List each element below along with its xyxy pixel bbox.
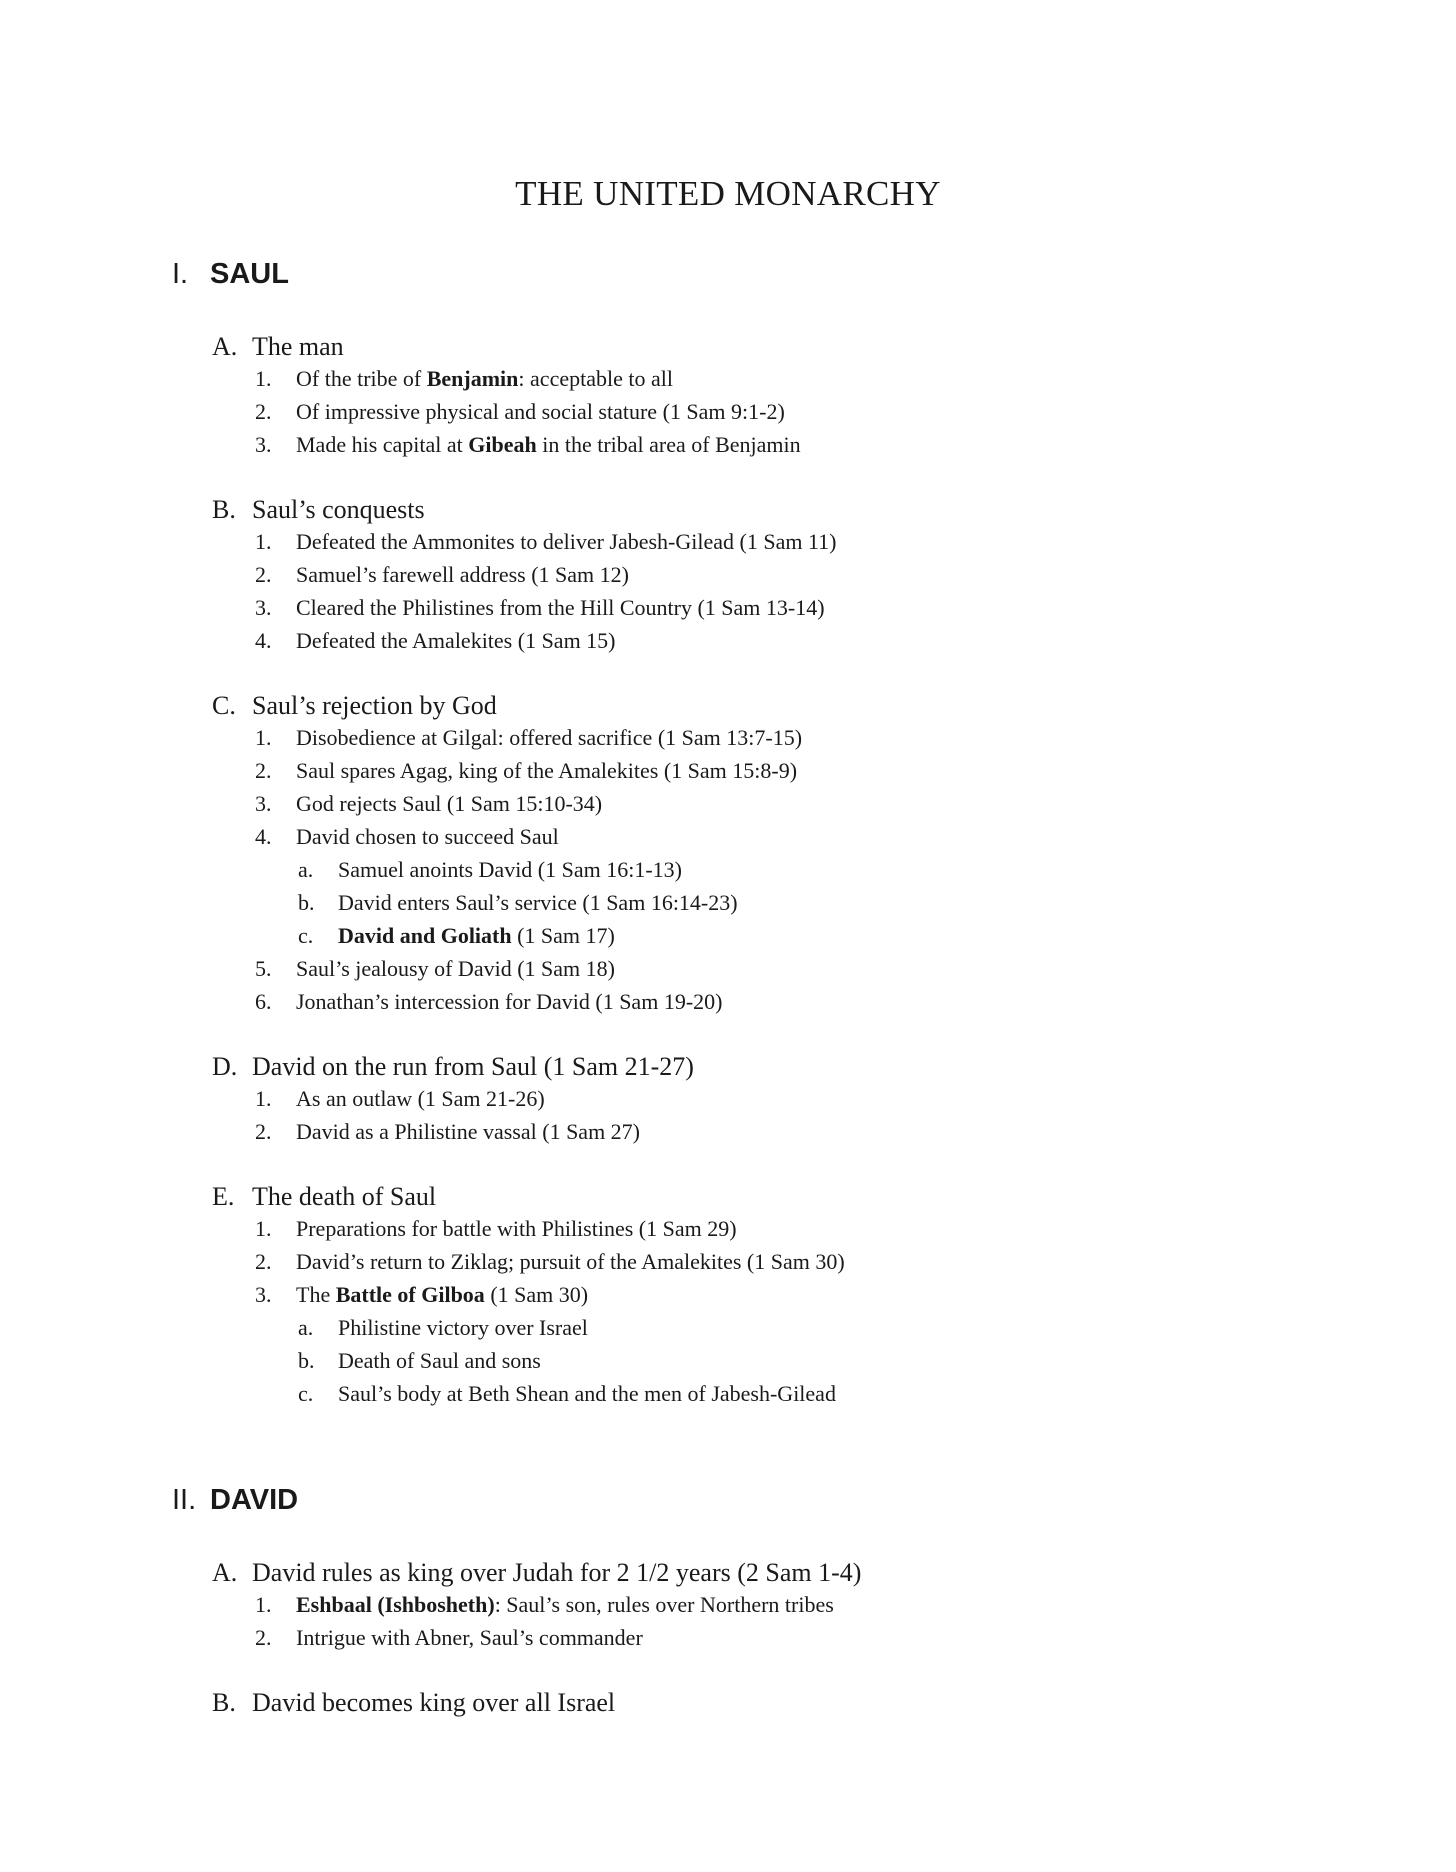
list-item: 3. The Battle of Gilboa (1 Sam 30) xyxy=(255,1282,589,1307)
subsection-heading: C. Saul’s rejection by God xyxy=(212,691,497,720)
list-item: 3. God rejects Saul (1 Sam 15:10-34) xyxy=(255,791,603,816)
subsection-heading: B. Saul’s conquests xyxy=(212,495,425,524)
list-item: 1. Eshbaal (Ishbosheth): Saul’s son, rules over Northern tribes xyxy=(255,1592,834,1617)
list-item: 2. Samuel’s farewell address (1 Sam 12) xyxy=(255,562,629,587)
subsection-heading: A. The man xyxy=(212,332,344,361)
section-heading-david xyxy=(0,1484,1456,1524)
sub-list-item: a. Samuel anoints David (1 Sam 16:1-13) xyxy=(298,857,683,882)
page-title: THE UNITED MONARCHY xyxy=(515,174,941,213)
list-item: 3. Cleared the Philistines from the Hill Country (1 Sam 13-14) xyxy=(255,595,825,620)
list-item: 2. Intrigue with Abner, Saul’s commander xyxy=(255,1625,643,1650)
list-item: 1. Defeated the Ammonites to deliver Jabesh-Gilead (1 Sam 11) xyxy=(255,529,837,554)
list-item: 3. Made his capital at Gibeah in the tribal area of Benjamin xyxy=(255,432,801,457)
list-item: 2. David as a Philistine vassal (1 Sam 27) xyxy=(255,1119,641,1144)
list-item: 2. David’s return to Ziklag; pursuit of the Amalekites (1 Sam 30) xyxy=(255,1249,845,1274)
sub-list-item: c. Saul’s body at Beth Shean and the men of Jabesh-Gilead xyxy=(298,1381,836,1406)
list-item: 4. David chosen to succeed Saul xyxy=(255,824,559,849)
list-item: 1. As an outlaw (1 Sam 21-26) xyxy=(255,1086,545,1111)
section-title: DAVID xyxy=(210,1484,299,1516)
list-item: 4. Defeated the Amalekites (1 Sam 15) xyxy=(255,628,616,653)
sub-list-item: c. David and Goliath (1 Sam 17) xyxy=(298,923,615,948)
list-item: 1. Of the tribe of Benjamin: acceptable to all xyxy=(255,366,673,391)
sub-list-item: a. Philistine victory over Israel xyxy=(298,1315,588,1340)
section-number: II. xyxy=(172,1484,197,1516)
list-item: 6. Jonathan’s intercession for David (1 Sam 19-20) xyxy=(255,989,723,1014)
subsection-heading: E. The death of Saul xyxy=(212,1182,437,1211)
section-number: I. xyxy=(172,258,189,290)
list-item: 1. Disobedience at Gilgal: offered sacrifice (1 Sam 13:7-15) xyxy=(255,725,803,750)
outline xyxy=(0,258,1456,1722)
list-item: 2. Saul spares Agag, king of the Amalekites (1 Sam 15:8-9) xyxy=(255,758,798,783)
list-item: 5. Saul’s jealousy of David (1 Sam 18) xyxy=(255,956,615,981)
subsection-heading: B. David becomes king over all Israel xyxy=(212,1688,616,1717)
subsection-heading: A. David rules as king over Judah for 2 1/2 years (2 Sam 1-4) xyxy=(212,1558,862,1587)
list-item: 2. Of impressive physical and social stature (1 Sam 9:1-2) xyxy=(255,399,785,424)
sub-list-item: b. Death of Saul and sons xyxy=(298,1348,541,1373)
subsection-heading: D. David on the run from Saul (1 Sam 21-27) xyxy=(212,1052,694,1081)
list-item: 1. Preparations for battle with Philistines (1 Sam 29) xyxy=(255,1216,737,1241)
section-title: SAUL xyxy=(210,258,289,290)
section-heading-saul xyxy=(0,258,1456,298)
sub-list-item: b. David enters Saul’s service (1 Sam 16:14-23) xyxy=(298,890,738,915)
